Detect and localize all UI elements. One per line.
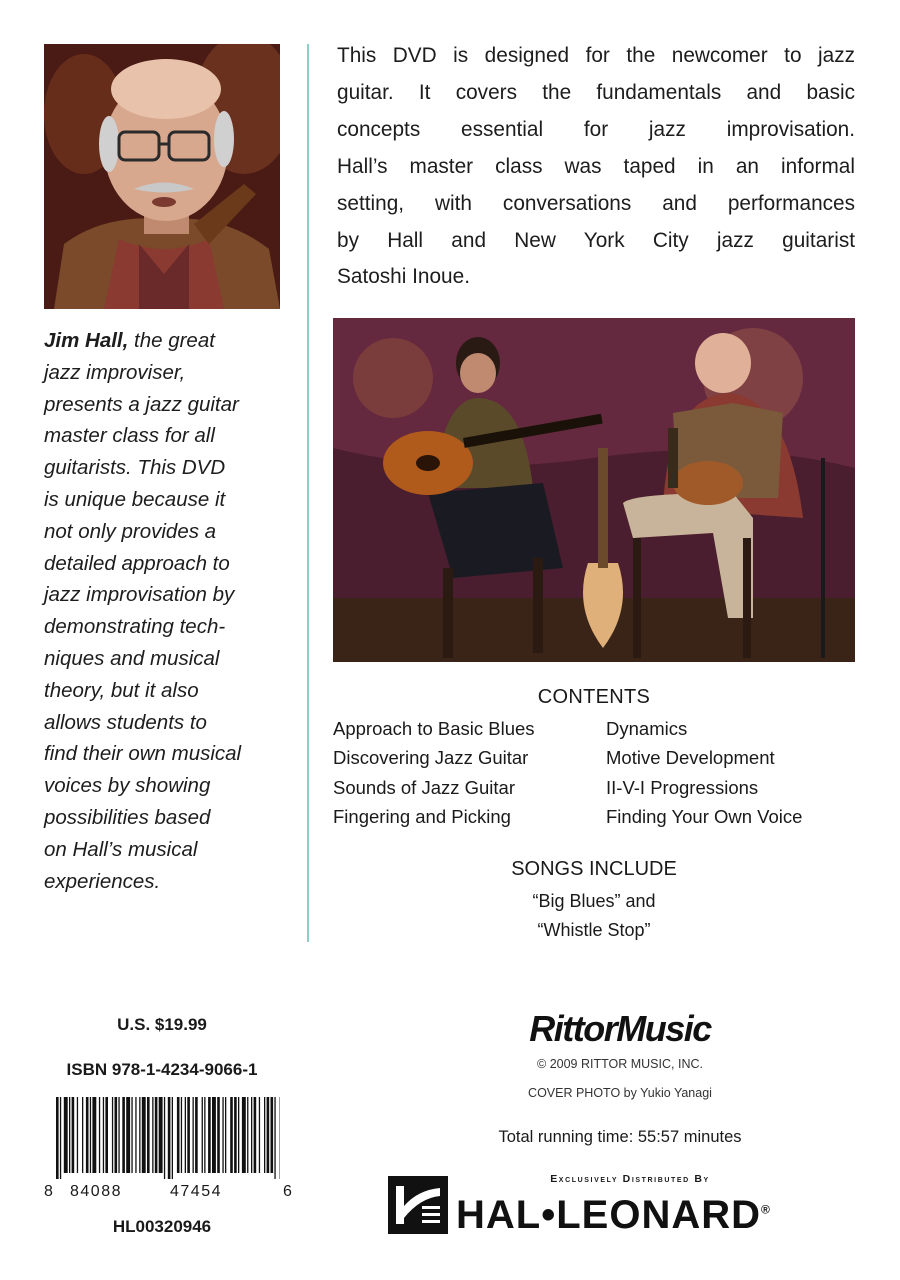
barcode-bar [99,1097,100,1173]
song-line: “Big Blues” and [532,891,656,911]
barcode-bar [208,1097,211,1173]
songs-title: SONGS INCLUDE [511,858,677,880]
barcode-bar [112,1097,113,1173]
bio-line: is unique because it [44,487,226,511]
item-code: HL00320946 [112,1217,212,1236]
barcode-digit-last: 6 [283,1183,292,1200]
contents-item: Motive Development [606,747,775,769]
contents-item: II-V-I Progressions [606,776,759,798]
barcode-bar [135,1097,136,1173]
bio-line: experiences. [44,869,161,893]
barcode-bar [118,1097,119,1173]
bio-line: possibilities based [44,805,211,829]
stage-photo [333,318,855,662]
barcode-bar [64,1097,68,1173]
barcode-bar [115,1097,118,1173]
bio-line: on Hall’s musical [44,837,198,861]
hal-leonard-wordmark [456,1193,771,1238]
bio-line: the great [128,329,215,352]
barcode-bar [122,1097,125,1173]
barcode-digits-group1: 84088 [70,1183,122,1200]
barcode-bar [202,1097,203,1173]
barcode-bar [193,1097,194,1173]
barcode-bar [234,1097,237,1173]
barcode-digits-group2: 47454 [170,1183,222,1200]
intro-line: Hall’s master class was taped in an informal [337,154,855,178]
intro-paragraph [337,38,855,296]
contents-item: Discovering Jazz Guitar [333,747,529,769]
barcode-bar [247,1097,248,1173]
barcode-bar [147,1097,150,1173]
intro-line: by Hall and New York City jazz guitarist [337,228,855,252]
barcode-bar [172,1097,173,1179]
songs-list [333,887,855,945]
song-line: “Whistle Stop” [537,920,651,940]
bio-line: theory, but it also [44,678,199,702]
barcode-bar [164,1097,165,1179]
intro-line: This DVD is designed for the newcomer to jazz [337,44,855,67]
barcode-bar [242,1097,246,1173]
barcode-bar [181,1097,182,1173]
bio-text [44,325,284,897]
bio-line: master class for all [44,424,215,448]
contents-column-right [606,714,866,832]
barcode [56,1097,280,1179]
rittor-music-logo: RittorMusic [529,1008,711,1049]
bio-line: voices by showing [44,774,211,798]
hal-leonard-icon [388,1176,448,1234]
contents-item: Approach to Basic Blues [333,718,535,739]
contents-item: Fingering and Picking [333,806,511,828]
bio-line: allows students to [44,710,207,734]
barcode-bar [86,1097,89,1173]
barcode-bar [168,1097,171,1179]
distributor-label: Exclusively Distributed By [550,1173,710,1185]
barcode-bar [274,1097,275,1179]
barcode-bar [230,1097,233,1173]
bio-line: jazz improviser, [44,360,186,384]
registered-mark: ® [760,1202,771,1217]
barcode-bar [159,1097,163,1173]
barcode-bar [177,1097,180,1173]
portrait-photo [44,44,280,309]
barcode-bar [259,1097,260,1173]
contents-title: CONTENTS [537,686,651,708]
price: U.S. $19.99 [117,1015,207,1034]
bio-line: find their own musical [44,742,242,766]
isbn: ISBN 978-1-4234-9066-1 [66,1060,258,1079]
contents-item: Sounds of Jazz Guitar [333,776,516,798]
contents-item: Finding Your Own Voice [606,806,803,828]
intro-line: concepts essential for jazz improvisation. [337,117,855,141]
barcode-bar [212,1097,216,1173]
bio-line: guitarists. This DVD [44,456,226,480]
bio-line: demonstrating tech- [44,615,226,639]
bio-line: not only provides a [44,519,217,543]
barcode-bar [69,1097,70,1173]
barcode-bar [82,1097,83,1173]
barcode-bar [187,1097,190,1173]
barcode-bar [267,1097,270,1173]
barcode-bar [131,1097,132,1173]
intro-line: Satoshi Inoue. [337,265,470,289]
barcode-bar [217,1097,220,1173]
barcode-bar [103,1097,104,1173]
bio-name: Jim Hall, [44,329,129,352]
barcode-bar [72,1097,75,1173]
barcode-bar [152,1097,153,1173]
barcode-bar [271,1097,274,1173]
contents-column-left [333,714,598,832]
barcode-bar [60,1097,61,1179]
barcode-bar [155,1097,158,1173]
barcode-digit-first: 8 [44,1183,53,1200]
running-time: Total running time: 55:57 minutes [498,1128,742,1146]
barcode-bar [254,1097,257,1173]
barcode-bar [105,1097,108,1173]
barcode-bar [142,1097,146,1173]
intro-line: guitar. It covers the fundamentals and basic [337,80,855,104]
bio-line: presents a jazz guitar [44,392,239,416]
barcode-bar [225,1097,226,1173]
copyright: © 2009 RITTOR MUSIC, INC. [537,1057,703,1071]
barcode-bar [222,1097,223,1173]
barcode-bar [126,1097,130,1173]
photo-credit: COVER PHOTO by Yukio Yanagi [528,1086,712,1100]
barcode-bar [56,1097,59,1179]
bio-line: detailed approach to [44,551,230,575]
barcode-bar [238,1097,239,1173]
barcode-bar [139,1097,140,1173]
barcode-bar [204,1097,205,1173]
hal-leonard-name: HAL•LEONARD [456,1193,761,1237]
intro-line: setting, with conversations and performances [337,191,855,215]
barcode-bar [185,1097,186,1173]
barcode-bar [92,1097,96,1173]
bio-line: jazz improvisation by [44,583,235,607]
barcode-bar [90,1097,91,1173]
barcode-bar [195,1097,198,1173]
barcode-bar [77,1097,78,1173]
vertical-divider [307,44,309,942]
bio-line: niques and musical [44,646,220,670]
contents-item: Dynamics [606,718,688,739]
barcode-bar [264,1097,265,1173]
barcode-bar [251,1097,252,1173]
